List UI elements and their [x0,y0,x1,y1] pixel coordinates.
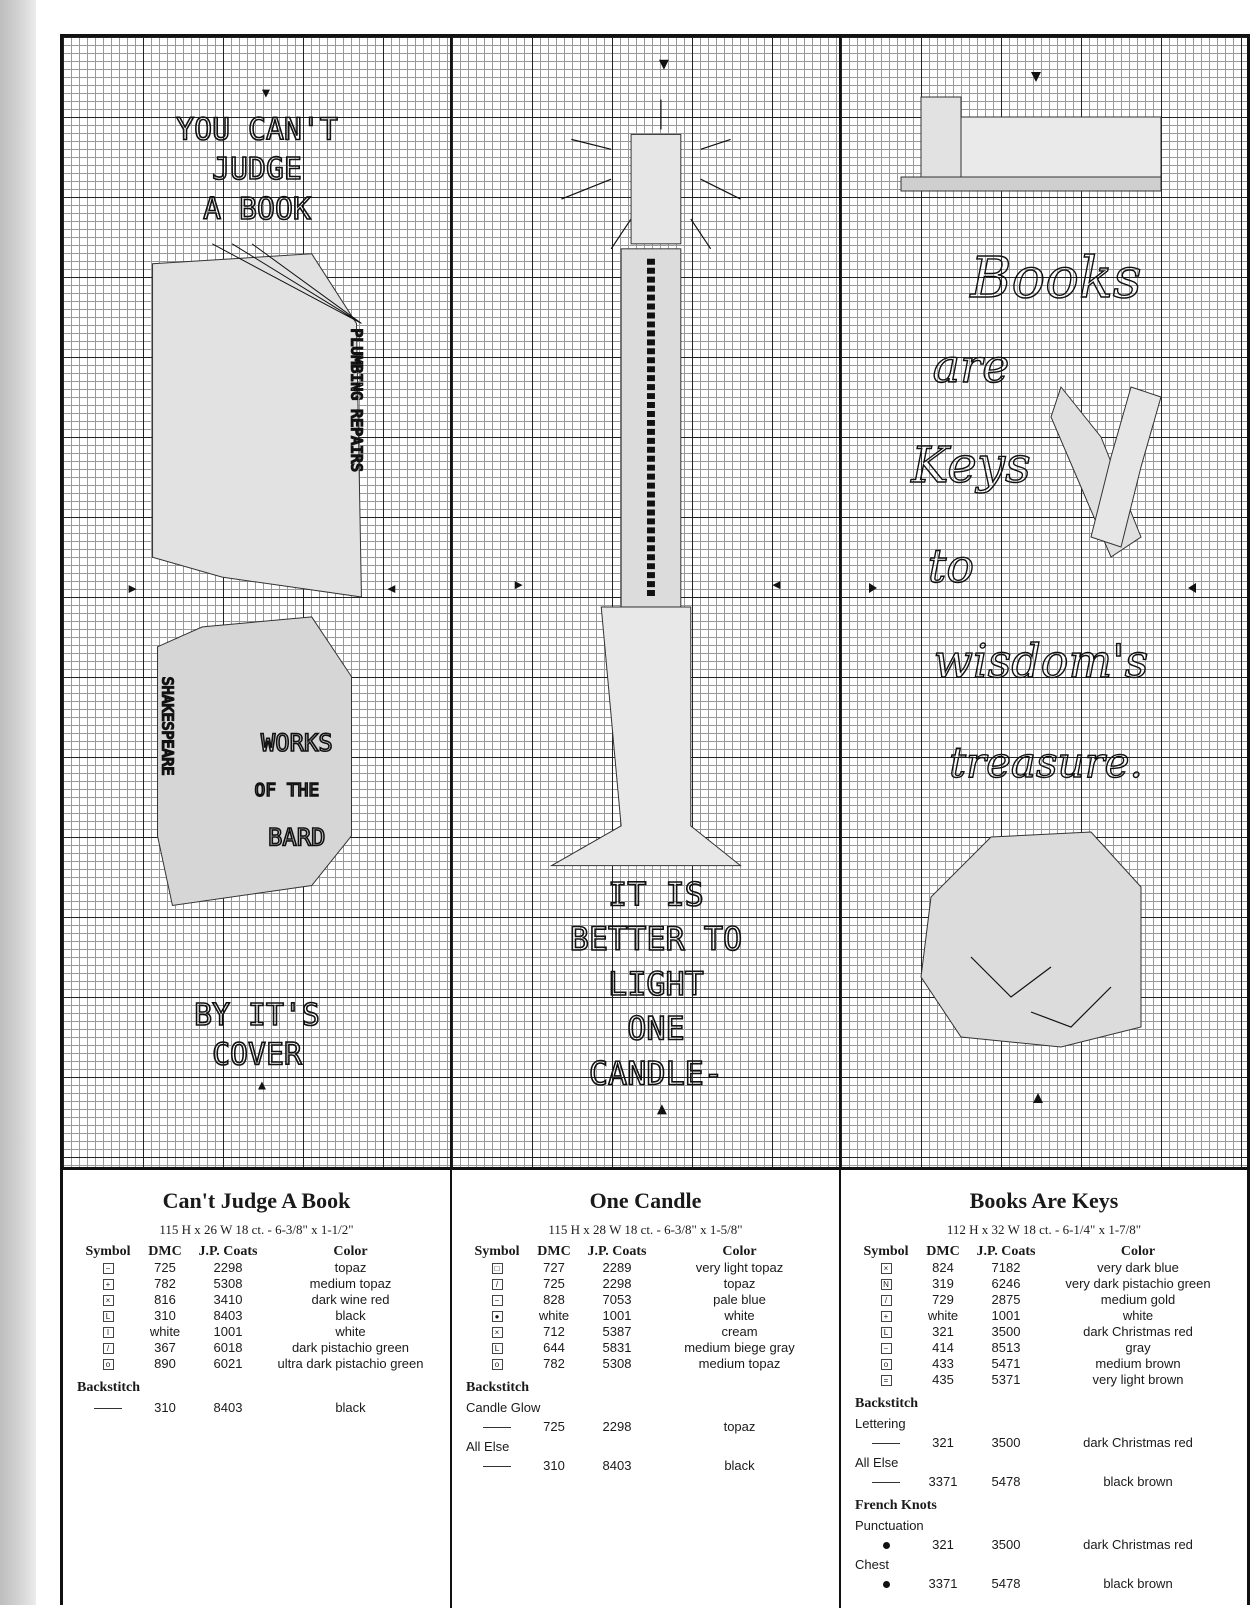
stitch-symbol-icon: / [492,1279,503,1290]
dmc-number: 725 [543,1276,565,1291]
color-name: gray [1125,1340,1151,1355]
key-row [466,1292,825,1308]
key-cant-judge [63,1170,452,1608]
pattern-text-line: LIGHT [608,964,704,1003]
section-item-row [855,1474,1233,1490]
symbol-cell [466,1276,528,1292]
book-one-stitches [153,254,362,597]
dmc-number: 310 [154,1308,176,1323]
dmc-number: 644 [543,1340,565,1355]
color-name: very dark pistachio green [1065,1276,1211,1291]
candle-body [621,249,681,607]
key-row [855,1372,1233,1388]
stitch-symbol-icon: / [103,1343,114,1354]
dmc-number: 319 [932,1276,954,1291]
pattern-text-line: Keys [911,436,1031,494]
section-item-row [855,1576,1233,1592]
dmc-number: 367 [154,1340,176,1355]
key-rows [77,1260,436,1372]
pattern-text-line: treasure. [949,738,1143,787]
symbol-cell [855,1340,917,1356]
symbol-cell [855,1576,917,1592]
dmc-number: white [538,1308,570,1323]
pattern-text-line: to [927,539,975,593]
key-row [855,1292,1233,1308]
symbol-cell [466,1340,528,1356]
french-knot-icon [883,1581,890,1588]
color-name: black [335,1308,366,1323]
section-item-label: Lettering [855,1416,906,1431]
cant-judge-artwork [63,37,450,1167]
header-symbol: Symbol [474,1244,520,1259]
symbol-cell [855,1356,917,1372]
chart-cant-judge [63,37,452,1167]
symbol-cell [855,1292,917,1308]
center-arrow-bottom [657,1104,667,1114]
stitch-symbol-icon: o [881,1359,892,1370]
key-sections [855,1396,1233,1592]
color-name: black [724,1458,755,1473]
header-symbol: Symbol [85,1244,131,1259]
dmc-number: 3371 [928,1474,958,1489]
jp-coats-number: 2289 [602,1260,632,1275]
color-name: cream [721,1324,758,1339]
center-arrow-left [129,585,137,593]
stitch-symbol-icon: o [492,1359,503,1370]
symbol-cell [855,1537,917,1553]
header-dmc: DMC [537,1244,571,1259]
jp-coats-number: 6246 [991,1276,1021,1291]
jp-coats-number: 5387 [602,1324,632,1339]
dmc-number: 310 [543,1458,565,1473]
backstitch-line-icon [483,1427,511,1428]
color-name: very light topaz [695,1260,784,1275]
key-row [77,1340,436,1356]
jp-coats-number: 2298 [602,1419,632,1434]
jp-coats-number: 2875 [991,1292,1021,1307]
key-row [77,1356,436,1372]
key-row [466,1356,825,1372]
pattern-text-line: A BOOK [203,191,311,227]
shelf-books [961,117,1161,177]
section-heading: Backstitch [466,1380,529,1395]
pattern-text-line: BETTER TO [569,920,743,959]
symbol-cell [77,1276,139,1292]
section-item-label: Chest [855,1557,889,1572]
key-title: Can't Judge A Book [162,1188,351,1213]
stitch-symbol-icon: □ [492,1263,503,1274]
dmc-number: white [927,1308,959,1323]
dmc-number: 727 [543,1260,565,1275]
key-dimensions: 115 H x 26 W 18 ct. - 6-3/8" x 1-1/2" [159,1222,354,1237]
dmc-number: 435 [932,1372,954,1387]
section-item-row [855,1435,1233,1451]
jp-coats-number: 5471 [991,1356,1021,1371]
jp-coats-number: 7182 [991,1260,1021,1275]
center-arrow-top [262,90,270,98]
book-two-stitches [158,617,352,906]
symbol-cell [77,1400,139,1416]
key-header-row [855,1244,1233,1260]
jp-coats-number: 5371 [991,1372,1021,1387]
pattern-text-line: JUDGE [212,152,302,188]
color-name: dark Christmas red [1083,1435,1193,1450]
stitch-symbol-icon: × [492,1327,503,1338]
jp-coats-number: 5308 [602,1356,632,1371]
dmc-number: 712 [543,1324,565,1339]
symbol-cell [466,1260,528,1276]
stitch-symbol-icon: − [103,1263,114,1274]
key-row [466,1308,825,1324]
color-name: medium gold [1100,1292,1176,1307]
jp-coats-number: 2298 [213,1260,243,1275]
symbol-cell [855,1435,917,1451]
jp-coats-number: 8513 [991,1340,1021,1355]
section-item-row [466,1458,825,1474]
jp-coats-number: 7053 [602,1292,632,1307]
dmc-number: 782 [154,1276,176,1291]
key-dimensions: 115 H x 28 W 18 ct. - 6-3/8" x 1-5/8" [548,1222,743,1237]
candle-flame [631,134,681,243]
jp-coats-number: 5308 [213,1276,243,1291]
section-item-label: All Else [466,1439,510,1454]
dmc-number: 824 [932,1260,954,1275]
dmc-number: 414 [932,1340,954,1355]
stitch-symbol-icon: + [103,1279,114,1290]
color-name: very dark blue [1097,1260,1179,1275]
backstitch-line-icon [483,1466,511,1467]
key-rows [466,1260,825,1372]
color-name: medium brown [1095,1356,1181,1371]
jp-coats-number: 2298 [602,1276,632,1291]
header-dmc: DMC [926,1244,960,1259]
symbol-cell [466,1292,528,1308]
key-row [77,1292,436,1308]
backstitch-line-icon [872,1443,900,1444]
color-name: black brown [1103,1474,1173,1489]
key-sections [77,1380,436,1416]
key-title: Books Are Keys [969,1188,1119,1213]
symbol-cell [77,1308,139,1324]
key-row [466,1260,825,1276]
dmc-number: 729 [932,1292,954,1307]
color-name: white [335,1324,366,1339]
dmc-number: 310 [154,1400,176,1415]
key-row [855,1260,1233,1276]
header-jp-coats: J.P. Coats [976,1244,1036,1259]
jp-coats-number: 1001 [213,1324,243,1339]
jp-coats-number: 1001 [991,1308,1021,1323]
key-row [77,1260,436,1276]
dmc-number: 782 [543,1356,565,1371]
page-binding [0,0,36,1605]
jp-coats-number: 5831 [602,1340,632,1355]
key-row [855,1324,1233,1340]
jp-coats-number: 8403 [602,1458,632,1473]
header-jp-coats: J.P. Coats [198,1244,258,1259]
symbol-cell [855,1276,917,1292]
book-cover-text: OF THE [254,779,320,801]
jp-coats-number: 6018 [213,1340,243,1355]
dmc-number: 3371 [928,1576,958,1591]
stitch-symbol-icon: L [492,1343,503,1354]
key-row [77,1276,436,1292]
header-color: Color [333,1244,368,1259]
section-heading: French Knots [855,1498,937,1513]
key-dimensions: 112 H x 32 W 18 ct. - 6-1/4" x 1-7/8" [946,1222,1142,1237]
stitch-symbol-icon: / [881,1295,892,1306]
symbol-cell [77,1324,139,1340]
symbol-cell [466,1419,528,1435]
candlestick-holder [551,607,740,866]
dmc-number: 725 [543,1419,565,1434]
center-arrow-top [1031,72,1041,82]
jp-coats-number: 3500 [991,1435,1021,1450]
stitch-symbol-icon: − [881,1343,892,1354]
symbol-cell [855,1474,917,1490]
stitch-symbol-icon: L [103,1311,114,1322]
header-dmc: DMC [148,1244,182,1259]
center-arrow-left [869,583,877,593]
treasure-chest [921,832,1141,1047]
key-row [466,1324,825,1340]
color-name: ultra dark pistachio green [277,1356,424,1371]
dmc-number: 725 [154,1260,176,1275]
stitch-symbol-icon: + [881,1311,892,1322]
section-item-row [466,1419,825,1435]
book-cover-text: WORKS [260,729,333,758]
pattern-text-line: COVER [212,1037,302,1073]
jp-coats-number: 5478 [991,1576,1021,1591]
color-name: pale blue [713,1292,766,1307]
book-spine-text: PLUMBING REPAIRS [347,328,366,473]
jp-coats-number: 5478 [991,1474,1021,1489]
bookshelf [901,177,1161,191]
symbol-cell [855,1324,917,1340]
french-knot-icon [883,1542,890,1549]
stitch-symbol-icon: o [103,1359,114,1370]
jp-coats-number: 3500 [991,1324,1021,1339]
dmc-number: white [149,1324,181,1339]
section-item-row [77,1400,436,1416]
center-arrow-right [772,581,780,589]
key-header-row [77,1244,436,1260]
stitch-symbol-icon: × [881,1263,892,1274]
jp-coats-number: 8403 [213,1400,243,1415]
key-row [855,1308,1233,1324]
key-row [77,1308,436,1324]
jp-coats-number: 6021 [213,1356,243,1371]
symbol-cell [466,1458,528,1474]
symbol-cell [466,1324,528,1340]
pattern-text-line: IT IS [608,875,704,914]
center-arrow-bottom [258,1082,266,1090]
stitch-symbol-icon: × [103,1295,114,1306]
section-item-row [855,1537,1233,1553]
color-name: topaz [723,1276,756,1291]
color-name: very light brown [1092,1372,1184,1387]
pattern-text-line: Books [970,246,1142,311]
color-name: topaz [334,1260,367,1275]
book-cover-text: BARD [268,823,326,852]
color-name: medium biege gray [684,1340,795,1355]
symbol-cell [77,1340,139,1356]
center-arrow-right [1188,583,1196,593]
books-keys-artwork [841,37,1247,1167]
color-name: medium topaz [309,1276,392,1291]
color-name: dark wine red [311,1292,390,1307]
color-name: dark pistachio green [291,1340,410,1355]
pattern-text-line: CANDLE- [588,1054,724,1093]
dmc-number: 890 [154,1356,176,1371]
color-name: topaz [723,1419,756,1434]
stitch-symbol-icon: N [881,1279,892,1290]
dmc-number: 816 [154,1292,176,1307]
pattern-text-line: YOU CAN'T [176,112,338,148]
center-arrow-bottom [1033,1093,1043,1103]
dmc-number: 321 [932,1435,954,1450]
chart-books-keys [841,37,1247,1167]
color-name: white [724,1308,755,1323]
pattern-text-line: are [932,339,1010,393]
key-row [855,1340,1233,1356]
key-row [855,1356,1233,1372]
dmc-number: 433 [932,1356,954,1371]
header-color: Color [1120,1244,1156,1259]
section-item-label: Punctuation [855,1518,924,1533]
key-books-keys [841,1170,1247,1608]
color-name: dark Christmas red [1083,1324,1193,1339]
header-symbol: Symbol [863,1244,909,1259]
center-arrow-left [515,581,523,589]
chart-one-candle [452,37,841,1167]
symbol-cell [855,1308,917,1324]
dmc-number: 828 [543,1292,565,1307]
jp-coats-number: 8403 [213,1308,243,1323]
backstitch-line-icon [94,1408,122,1409]
section-heading: Backstitch [855,1396,918,1411]
dmc-number: 321 [932,1324,954,1339]
symbol-cell [77,1260,139,1276]
color-name: black [335,1400,366,1415]
pattern-page [60,34,1250,1605]
symbol-cell [855,1372,917,1388]
pattern-text-line: BY IT'S [194,997,320,1033]
pattern-text-line: ONE [627,1009,685,1048]
section-item-label: All Else [855,1455,899,1470]
key-rows [855,1260,1233,1388]
key-header-row [466,1244,825,1260]
symbol-cell [77,1292,139,1308]
header-color: Color [722,1244,757,1259]
stitch-symbol-icon: I [103,1327,114,1338]
stitch-symbol-icon: − [492,1295,503,1306]
symbol-cell [466,1308,528,1324]
symbol-cell [466,1356,528,1372]
stitch-symbol-icon: L [881,1327,892,1338]
key-sections [466,1380,825,1474]
jp-coats-number: 1001 [602,1308,632,1323]
jp-coats-number: 3410 [213,1292,243,1307]
color-name: white [1122,1308,1154,1323]
stitch-symbol-icon: ● [492,1311,503,1322]
backstitch-line-icon [872,1482,900,1483]
pattern-text-line: wisdom's [933,634,1149,688]
one-candle-artwork [452,37,839,1167]
color-name: black brown [1103,1576,1173,1591]
key-title: One Candle [589,1188,702,1213]
section-heading: Backstitch [77,1380,140,1395]
symbol-cell [77,1356,139,1372]
stitch-symbol-icon: = [881,1375,892,1386]
key-row [466,1340,825,1356]
shelf-book-stack [921,97,961,177]
header-jp-coats: J.P. Coats [587,1244,647,1259]
center-arrow-top [659,60,669,70]
key-row [77,1324,436,1340]
key-row [855,1276,1233,1292]
key-row [466,1276,825,1292]
dmc-number: 321 [932,1537,954,1552]
book-spine-text: SHAKESPEARE [158,676,177,776]
section-item-label: Candle Glow [466,1400,541,1415]
symbol-cell [855,1260,917,1276]
jp-coats-number: 3500 [991,1537,1021,1552]
center-arrow-right [387,585,395,593]
color-name: medium topaz [698,1356,781,1371]
color-name: dark Christmas red [1083,1537,1193,1552]
key-one-candle [452,1170,841,1608]
